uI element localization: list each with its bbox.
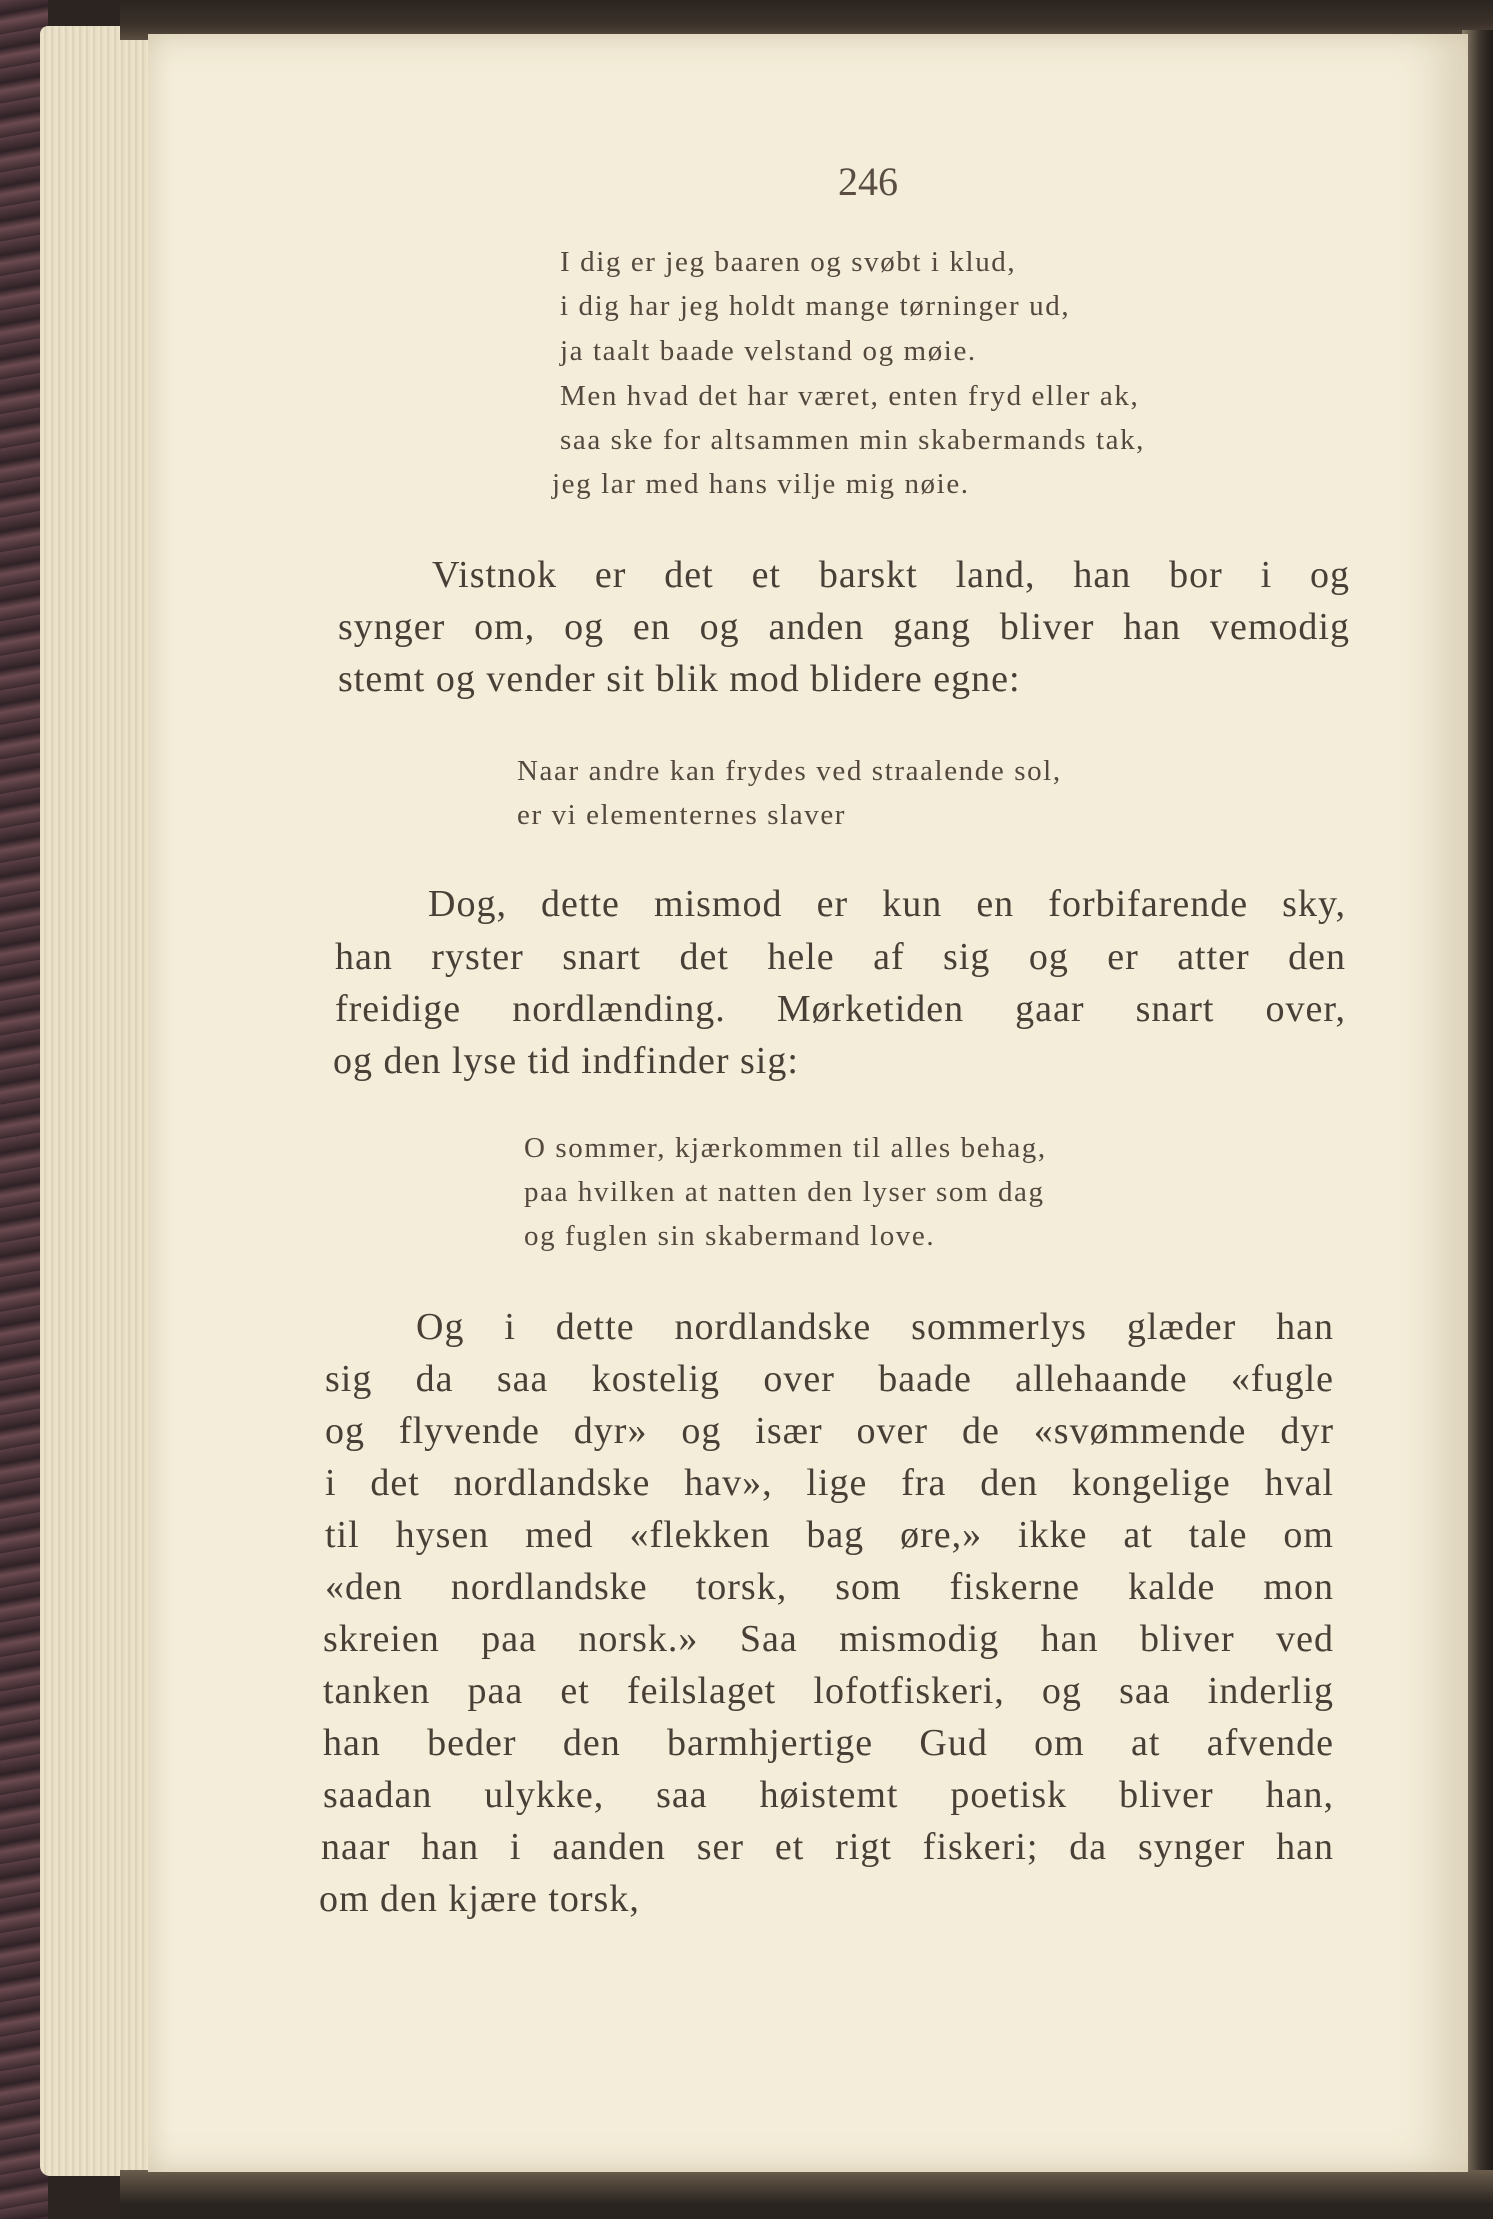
paragraph3-line-8: tanken paa et feilslaget lofotfiskeri, og saa inderlig (323, 1670, 1334, 1712)
paragraph3-line-4: i det nordlandske hav», lige fra den kongelige hval (325, 1462, 1334, 1504)
paragraph3-line-5: til hysen med «flekken bag øre,» ikke at tale om (325, 1514, 1334, 1556)
poem3-line-2: paa hvilken at natten den lyser som dag (524, 1176, 1045, 1208)
paragraph2-line-4: og den lyse tid indfinder sig: (333, 1040, 799, 1082)
poem1-line-2: i dig har jeg holdt mange tørninger ud, (560, 290, 1071, 322)
paragraph1-line-2: synger om, og en og anden gang bliver han vemodig (338, 606, 1350, 648)
poem1-line-1: I dig er jeg baaren og svøbt i klud, (560, 246, 1017, 278)
paragraph3-line-2: sig da saa kostelig over baade allehaande «fugle (325, 1358, 1334, 1400)
poem1-line-3: ja taalt baade velstand og møie. (560, 335, 977, 367)
poem3-line-3: og fuglen sin skabermand love. (524, 1220, 936, 1252)
paragraph3-line-6: «den nordlandske torsk, som fiskerne kalde mon (325, 1566, 1334, 1608)
paragraph2-line-1: Dog, dette mismod er kun en forbifarende sky, (428, 883, 1346, 925)
paragraph2-line-2: han ryster snart det hele af sig og er atter den (335, 936, 1346, 978)
paragraph3-line-11: naar han i aanden ser et rigt fiskeri; da synger han (321, 1826, 1334, 1868)
paragraph1-line-1: Vistnok er det et barskt land, han bor i og (432, 554, 1350, 596)
paragraph3-line-12: om den kjære torsk, (319, 1878, 640, 1920)
poem1-line-4: Men hvad det har været, enten fryd eller ak, (560, 380, 1140, 412)
paragraph3-line-9: han beder den barmhjertige Gud om at afvende (323, 1722, 1334, 1764)
poem2-line-2: er vi elementernes slaver (517, 799, 847, 831)
paragraph2-line-3: freidige nordlænding. Mørketiden gaar snart over, (335, 988, 1346, 1030)
paragraph3-line-10: saadan ulykke, saa høistemt poetisk bliver han, (323, 1774, 1334, 1816)
paragraph1-line-3: stemt og vender sit blik mod blidere egne: (338, 658, 1021, 700)
poem2-line-1: Naar andre kan frydes ved straalende sol, (517, 755, 1062, 787)
page-stack-edge (40, 26, 150, 2176)
bottom-binding-edge (120, 2170, 1493, 2219)
poem1-line-5: saa ske for altsammen min skabermands tak, (560, 424, 1146, 456)
poem3-line-1: O sommer, kjærkommen til alles behag, (524, 1132, 1047, 1164)
poem1-line-6: jeg lar med hans vilje mig nøie. (552, 468, 970, 500)
paragraph3-line-3: og flyvende dyr» og især over de «svømmende dyr (325, 1410, 1334, 1452)
paragraph3-line-1: Og i dette nordlandske sommerlys glæder han (416, 1306, 1334, 1348)
page-number: 246 (838, 159, 898, 204)
paragraph3-line-7: skreien paa norsk.» Saa mismodig han bliver ved (323, 1618, 1334, 1660)
